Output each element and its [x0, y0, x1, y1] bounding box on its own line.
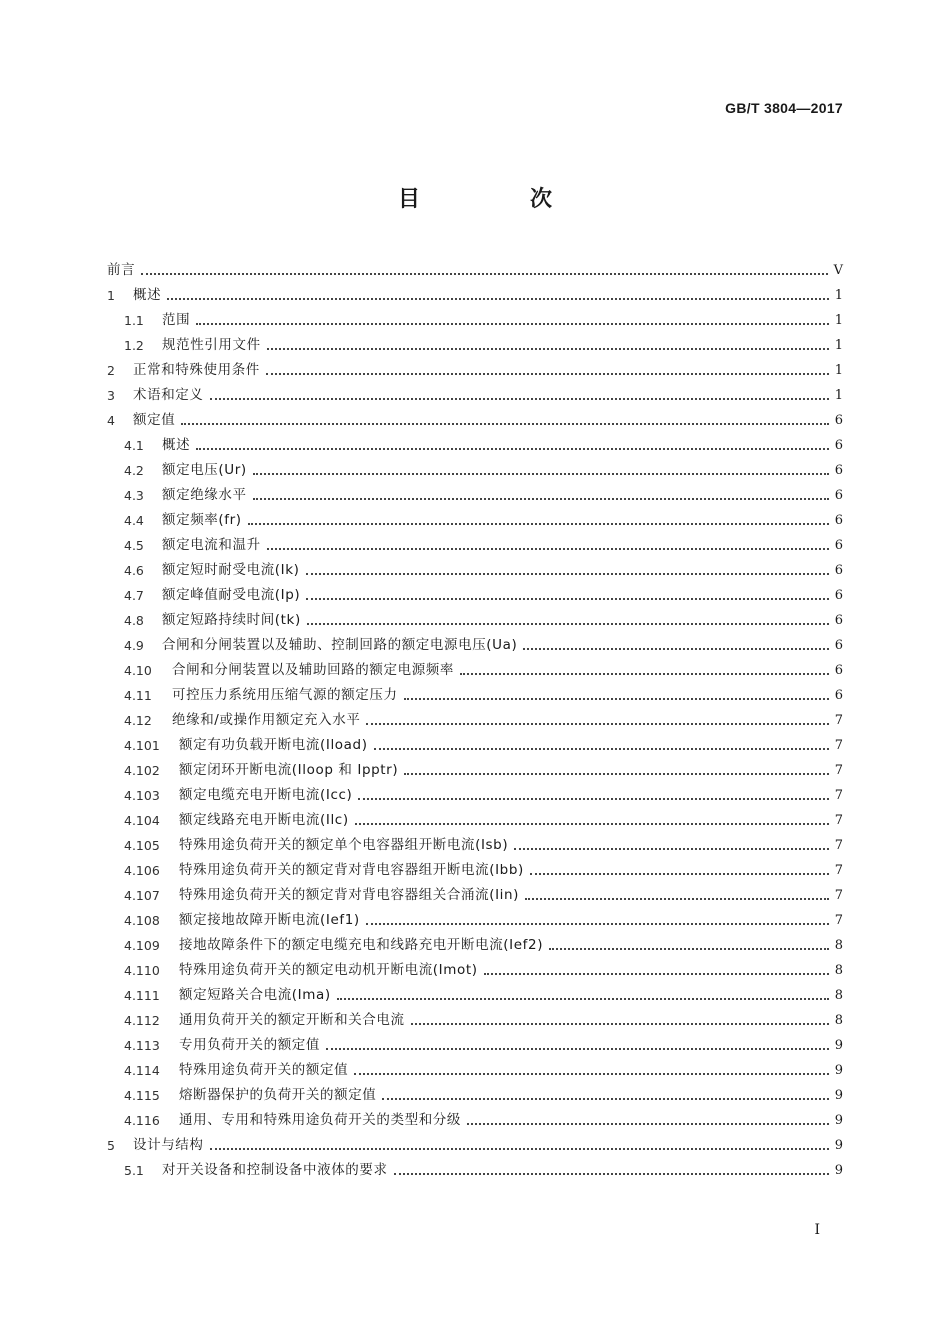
toc-entry-number: 4.105 — [124, 838, 160, 853]
toc-entry-page: 8 — [834, 988, 843, 1003]
dot-leader — [467, 1123, 829, 1125]
toc-entry[interactable] — [107, 333, 843, 358]
toc-entry[interactable] — [107, 1033, 843, 1058]
toc-entry[interactable] — [107, 833, 843, 858]
toc-entry[interactable] — [107, 458, 843, 483]
toc-entry[interactable] — [107, 358, 843, 383]
toc-entry-number: 4.116 — [124, 1113, 160, 1128]
dot-leader — [196, 448, 829, 450]
toc-entry-label: 绝缘和/或操作用额定充入水平 — [172, 712, 361, 728]
toc-entry-label: 通用、专用和特殊用途负荷开关的类型和分级 — [179, 1112, 461, 1128]
toc-entry[interactable] — [107, 708, 843, 733]
dot-leader — [530, 873, 829, 875]
toc-entry-label: 对开关设备和控制设备中液体的要求 — [162, 1162, 388, 1178]
toc-entry-number: 4.9 — [124, 638, 144, 653]
dot-leader — [306, 598, 828, 600]
toc-entry-label: 范围 — [162, 312, 191, 328]
dot-leader — [514, 848, 829, 850]
table-of-contents — [107, 258, 843, 1183]
toc-entry[interactable] — [107, 1058, 843, 1083]
toc-entry-number: 4.3 — [124, 488, 144, 503]
toc-entry-page: 6 — [834, 413, 843, 428]
toc-entry-page: 6 — [834, 488, 843, 503]
toc-entry-label: 熔断器保护的负荷开关的额定值 — [179, 1087, 377, 1103]
toc-entry-number: 4.103 — [124, 788, 160, 803]
toc-entry-number: 4.115 — [124, 1088, 160, 1103]
toc-entry-page: 7 — [834, 738, 843, 753]
toc-entry-label: 概述 — [133, 287, 162, 303]
dot-leader — [358, 798, 828, 800]
toc-entry[interactable] — [107, 308, 843, 333]
toc-entry-number: 1 — [107, 288, 115, 303]
toc-entry-number: 4.11 — [124, 688, 152, 703]
toc-entry[interactable] — [107, 633, 843, 658]
toc-entry-label: 额定线路充电开断电流(Ilc) — [179, 812, 349, 828]
toc-entry-label: 合闸和分闸装置以及辅助回路的额定电源频率 — [172, 662, 454, 678]
toc-entry-page: 1 — [834, 388, 843, 403]
dot-leader — [253, 498, 829, 500]
dot-leader — [306, 573, 829, 575]
standard-code: GB/T 3804—2017 — [725, 100, 843, 116]
toc-entry-page: 7 — [834, 888, 843, 903]
toc-entry[interactable] — [107, 933, 843, 958]
toc-entry[interactable] — [107, 483, 843, 508]
toc-entry[interactable] — [107, 558, 843, 583]
dot-leader — [141, 273, 827, 275]
toc-entry-number: 4.7 — [124, 588, 144, 603]
toc-entry-label: 可控压力系统用压缩气源的额定压力 — [172, 687, 398, 703]
toc-entry[interactable] — [107, 533, 843, 558]
toc-entry-number: 4.112 — [124, 1013, 160, 1028]
toc-entry-number: 4 — [107, 413, 115, 428]
toc-entry-label: 特殊用途负荷开关的额定背对背电容器组开断电流(Ibb) — [179, 862, 524, 878]
toc-entry-label: 正常和特殊使用条件 — [133, 362, 260, 378]
toc-entry-label: 前言 — [107, 262, 136, 278]
toc-entry-number: 4.6 — [124, 563, 144, 578]
dot-leader — [167, 298, 829, 300]
toc-entry-label: 额定电流和温升 — [162, 537, 261, 553]
toc-entry-label: 规范性引用文件 — [162, 337, 261, 353]
toc-entry-label: 合闸和分闸装置以及辅助、控制回路的额定电源电压(Ua) — [162, 637, 518, 653]
toc-entry[interactable] — [107, 908, 843, 933]
toc-entry-page: 7 — [834, 788, 843, 803]
toc-entry-label: 特殊用途负荷开关的额定值 — [179, 1062, 349, 1078]
dot-leader — [248, 523, 829, 525]
toc-entry-label: 额定峰值耐受电流(Ip) — [162, 587, 301, 603]
toc-entry-number: 4.102 — [124, 763, 160, 778]
toc-entry-page: 6 — [834, 588, 843, 603]
toc-entry-page: 1 — [834, 338, 843, 353]
dot-leader — [355, 823, 829, 825]
toc-entry-page: 9 — [834, 1063, 843, 1078]
toc-entry-page: 6 — [834, 463, 843, 478]
toc-entry-label: 特殊用途负荷开关的额定电动机开断电流(Imot) — [179, 962, 478, 978]
toc-entry-label: 额定接地故障开断电流(Ief1) — [179, 912, 360, 928]
toc-entry-page: 6 — [834, 438, 843, 453]
dot-leader — [382, 1098, 828, 1100]
toc-entry-number: 4.113 — [124, 1038, 160, 1053]
toc-entry-page: 9 — [834, 1038, 843, 1053]
toc-entry-label: 额定绝缘水平 — [162, 487, 247, 503]
toc-entry-label: 额定频率(fr) — [162, 512, 242, 528]
toc-entry[interactable] — [107, 408, 843, 433]
toc-entry-number: 5 — [107, 1138, 115, 1153]
toc-entry-label: 接地故障条件下的额定电缆充电和线路充电开断电流(Ief2) — [179, 937, 544, 953]
toc-entry[interactable] — [107, 658, 843, 683]
toc-entry-label: 额定值 — [133, 412, 176, 428]
toc-entry-number: 4.5 — [124, 538, 144, 553]
toc-entry-page: 6 — [834, 688, 843, 703]
toc-entry-page: 1 — [834, 363, 843, 378]
toc-entry-page: 8 — [834, 1013, 843, 1028]
toc-entry-number: 4.106 — [124, 863, 160, 878]
toc-entry-label: 额定电缆充电开断电流(Icc) — [179, 787, 353, 803]
toc-entry[interactable] — [107, 383, 843, 408]
dot-leader — [523, 648, 828, 650]
dot-leader — [266, 373, 829, 375]
toc-entry-label: 额定闭环开断电流(Iloop 和 Ipptr) — [179, 762, 399, 778]
toc-entry-label: 特殊用途负荷开关的额定背对背电容器组关合涌流(Iin) — [179, 887, 520, 903]
toc-entry-page: V — [833, 263, 843, 278]
toc-entry[interactable] — [107, 1133, 843, 1158]
toc-entry-number: 4.10 — [124, 663, 152, 678]
dot-leader — [460, 673, 829, 675]
toc-entry-page: 7 — [834, 913, 843, 928]
toc-entry-number: 4.12 — [124, 713, 152, 728]
toc-entry[interactable] — [107, 983, 843, 1008]
toc-entry-page: 8 — [834, 938, 843, 953]
dot-leader — [525, 898, 829, 900]
toc-entry-label: 专用负荷开关的额定值 — [179, 1037, 320, 1053]
toc-entry[interactable] — [107, 1108, 843, 1133]
toc-entry[interactable] — [107, 1008, 843, 1033]
toc-entry-page: 9 — [834, 1113, 843, 1128]
toc-entry-page: 9 — [834, 1138, 843, 1153]
toc-entry-page: 7 — [834, 838, 843, 853]
toc-entry[interactable] — [107, 683, 843, 708]
toc-entry[interactable] — [107, 858, 843, 883]
toc-entry-number: 1.1 — [124, 313, 144, 328]
toc-entry-page: 7 — [834, 813, 843, 828]
toc-entry[interactable] — [107, 1158, 843, 1183]
toc-entry-number: 4.1 — [124, 438, 144, 453]
dot-leader — [181, 423, 828, 425]
dot-leader — [404, 773, 829, 775]
dot-leader — [484, 973, 829, 975]
toc-entry-page: 7 — [834, 863, 843, 878]
toc-entry-number: 4.104 — [124, 813, 160, 828]
toc-entry-number: 4.101 — [124, 738, 160, 753]
toc-entry-number: 4.2 — [124, 463, 144, 478]
toc-entry-number: 1.2 — [124, 338, 144, 353]
toc-entry-number: 4.110 — [124, 963, 160, 978]
dot-leader — [404, 698, 829, 700]
toc-entry-page: 7 — [834, 763, 843, 778]
toc-entry[interactable] — [107, 433, 843, 458]
toc-entry-label: 额定短时耐受电流(Ik) — [162, 562, 300, 578]
toc-entry-number: 4.8 — [124, 613, 144, 628]
toc-entry-number: 2 — [107, 363, 115, 378]
toc-entry-label: 额定电压(Ur) — [162, 462, 247, 478]
dot-leader — [326, 1048, 829, 1050]
toc-entry-number: 5.1 — [124, 1163, 144, 1178]
toc-entry[interactable] — [107, 808, 843, 833]
toc-entry-page: 6 — [834, 563, 843, 578]
toc-entry[interactable] — [107, 883, 843, 908]
dot-leader — [253, 473, 829, 475]
dot-leader — [354, 1073, 829, 1075]
toc-entry-page: 9 — [834, 1163, 843, 1178]
toc-entry[interactable] — [107, 608, 843, 633]
page-title: 目 次 — [397, 187, 596, 212]
toc-entry-label: 额定短路关合电流(Ima) — [179, 987, 331, 1003]
toc-entry-number: 4.114 — [124, 1063, 160, 1078]
toc-entry-page: 1 — [834, 288, 843, 303]
toc-entry[interactable] — [107, 758, 843, 783]
toc-entry[interactable] — [107, 283, 843, 308]
toc-entry[interactable] — [107, 508, 843, 533]
dot-leader — [210, 398, 829, 400]
dot-leader — [196, 323, 829, 325]
dot-leader — [366, 723, 828, 725]
dot-leader — [374, 748, 829, 750]
toc-entry-label: 特殊用途负荷开关的额定单个电容器组开断电流(Isb) — [179, 837, 509, 853]
dot-leader — [267, 348, 829, 350]
dot-leader — [307, 623, 829, 625]
toc-entry-page: 9 — [834, 1088, 843, 1103]
dot-leader — [337, 998, 829, 1000]
toc-entry-page: 8 — [834, 963, 843, 978]
toc-entry-page: 6 — [834, 613, 843, 628]
toc-entry-label: 设计与结构 — [133, 1137, 204, 1153]
dot-leader — [210, 1148, 829, 1150]
toc-entry-label: 额定有功负载开断电流(Iload) — [179, 737, 368, 753]
toc-entry-page: 6 — [834, 663, 843, 678]
toc-entry-page: 6 — [834, 638, 843, 653]
toc-entry-number: 3 — [107, 388, 115, 403]
toc-entry-label: 术语和定义 — [133, 387, 204, 403]
toc-entry-label: 通用负荷开关的额定开断和关合电流 — [179, 1012, 405, 1028]
toc-entry-number: 4.108 — [124, 913, 160, 928]
dot-leader — [549, 948, 829, 950]
toc-entry-page: 7 — [834, 713, 843, 728]
toc-entry[interactable] — [107, 783, 843, 808]
toc-entry[interactable] — [107, 583, 843, 608]
toc-entry-page: 6 — [834, 513, 843, 528]
page-number: I — [814, 1222, 820, 1238]
toc-entry-number: 4.4 — [124, 513, 144, 528]
toc-entry-label: 概述 — [162, 437, 191, 453]
toc-entry-number: 4.109 — [124, 938, 160, 953]
dot-leader — [267, 548, 829, 550]
toc-entry[interactable] — [107, 733, 843, 758]
dot-leader — [366, 923, 829, 925]
toc-entry[interactable] — [107, 1083, 843, 1108]
toc-entry-page: 1 — [834, 313, 843, 328]
toc-entry-number: 4.107 — [124, 888, 160, 903]
toc-entry-label: 额定短路持续时间(tk) — [162, 612, 301, 628]
toc-entry[interactable] — [107, 958, 843, 983]
dot-leader — [394, 1173, 829, 1175]
dot-leader — [411, 1023, 829, 1025]
toc-entry-number: 4.111 — [124, 988, 160, 1003]
toc-entry[interactable] — [107, 258, 843, 283]
toc-entry-page: 6 — [834, 538, 843, 553]
